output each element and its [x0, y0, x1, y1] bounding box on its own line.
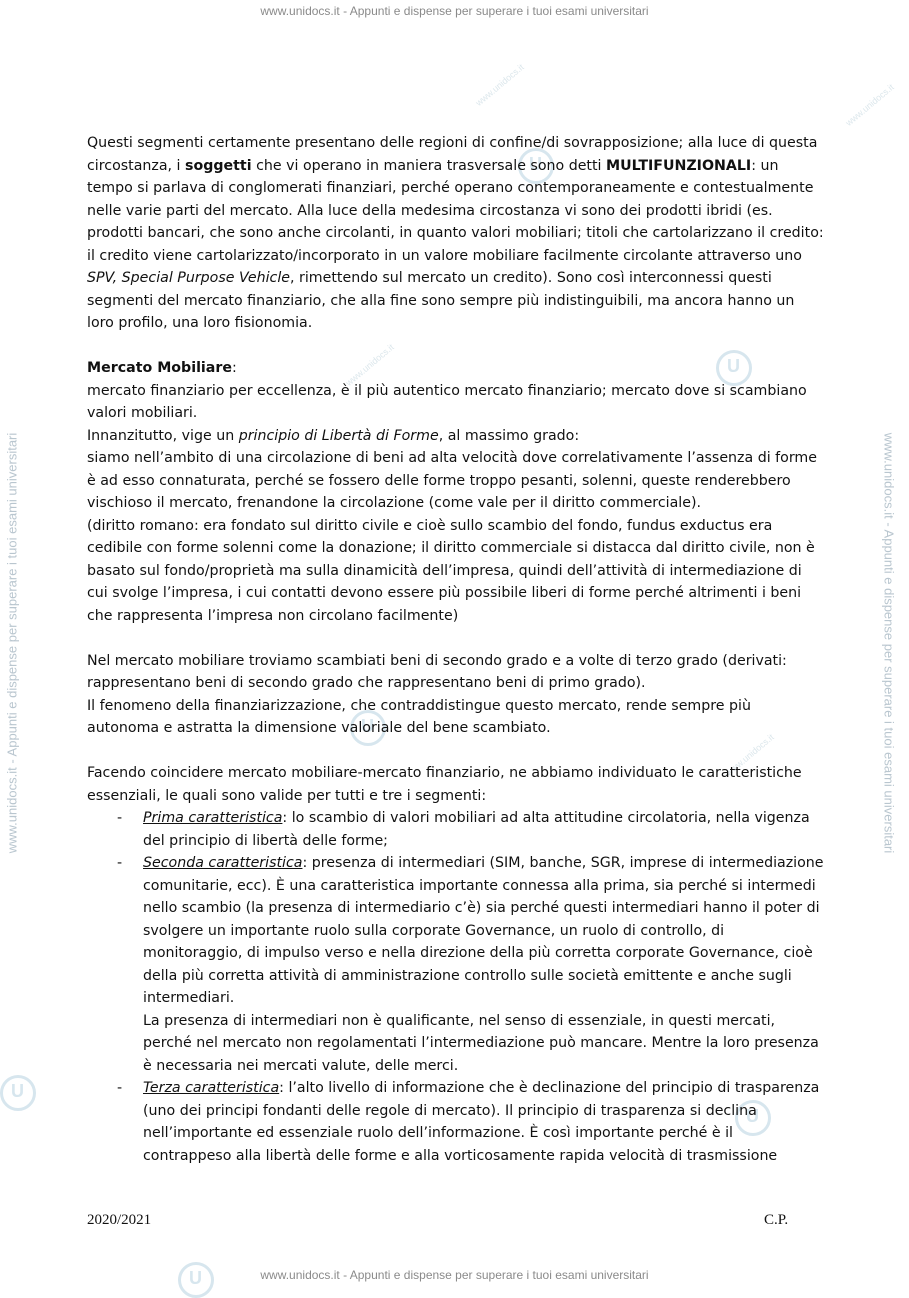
- list-item: - Seconda caratteristica: presenza di intermediari (SIM, banche, SGR, imprese di intermediazione comunitarie, ecc). È una caratteristica importante connessa alla prima, sia perché si intermedi nello scambio (la presenza di intermediario c’è) sia perché questi intermediari hanno il poter di svolgere un importante ruolo sulla corporate Governance, un ruolo di controllo, di monitoraggio, di impulso verso e nella direzione della più corretta corporate Governance, cioè della più corretta attività di amministrazione controllo sulle società emittente e anche sugli intermediari. La presenza di intermediari non è qualificante, nel senso di essenziale, in questi mercati, perché nel mercato non regolamentati l’intermediazione può mancare. Mentre la loro presenza è necessaria nei mercati valute, delle merci.: [87, 852, 825, 1077]
- list-item-label: Prima caratteristica: [143, 810, 283, 826]
- footer-initials: C.P.: [764, 1212, 789, 1228]
- document-body: [87, 132, 825, 1167]
- bold-term: MULTIFUNZIONALI: [606, 157, 752, 174]
- italic-term: SPV, Special Purpose Vehicle: [87, 270, 290, 286]
- list-item-label: Terza caratteristica: [143, 1080, 280, 1096]
- paragraph: Il fenomeno della finanziarizzazione, che contraddistingue questo mercato, rende sempre più autonoma e astratta la dimensione valoriale del bene scambiato.: [87, 697, 751, 736]
- unidocs-logo-icon: [178, 1262, 214, 1298]
- italic-term: principio di Libertà di Forme: [238, 427, 439, 444]
- section-heading: Mercato Mobiliare:: [87, 360, 237, 376]
- paragraph: Facendo coincidere mercato mobiliare-mercato finanziario, ne abbiamo individuato le caratteristiche essenziali, le quali sono valide per tutti e tre i segmenti:: [87, 765, 802, 804]
- list-dash: -: [117, 855, 123, 871]
- paragraph: mercato finanziario per eccellenza, è il più autentico mercato finanziario; mercato dove si scambiano valori mobiliari.: [87, 382, 807, 421]
- unidocs-logo-icon: [0, 1075, 36, 1111]
- bold-term: soggetti: [185, 157, 252, 174]
- paragraph: siamo nell’ambito di una circolazione di beni ad alta velocità dove correlativamente l’assenza di forme è ad esso connaturata, perché se fossero delle forme troppo pesanti, solenni, queste renderebbero vischioso il mercato, frenandone la circolazione (come vale per il diritto commerciale).: [87, 450, 817, 511]
- list-item: - Terza caratteristica: l’alto livello di informazione che è declinazione del principio di trasparenza (uno dei principi fondanti delle regole di mercato). Il principio di trasparenza si declina nell’importante ed essenziale ruolo dell’informazione. È così importante perché è il contrappeso alla libertà delle forme e alla vorticosamente rapida velocità di trasmissione: [87, 1077, 825, 1167]
- list-item: - Prima caratteristica: lo scambio di valori mobiliari ad alta attitudine circolatoria, nella vigenza del principio di libertà delle forme;: [87, 807, 825, 852]
- footer-year: 2020/2021: [87, 1212, 152, 1228]
- watermark-diagonal: www.unidocs.it: [343, 342, 396, 388]
- watermark-right: www.unidocs.it - Appunti e dispense per superare i tuoi esami universitari: [881, 432, 897, 854]
- watermark-diagonal: www.unidocs.it: [473, 62, 526, 108]
- list-item-label: Seconda caratteristica: [143, 855, 303, 871]
- watermark-top: www.unidocs.it - Appunti e dispense per superare i tuoi esami universitari: [260, 4, 649, 18]
- watermark-left: www.unidocs.it - Appunti e dispense per superare i tuoi esami universitari: [4, 432, 20, 854]
- paragraph: Nel mercato mobiliare troviamo scambiati beni di secondo grado e a volte di terzo grado (derivati: rappresentano beni di secondo grado che rappresentano beni di primo grado).: [87, 652, 787, 691]
- watermark-bottom: www.unidocs.it - Appunti e dispense per superare i tuoi esami universitari: [260, 1268, 649, 1282]
- watermark-diagonal: www.unidocs.it: [723, 732, 776, 778]
- list-dash: -: [117, 1080, 123, 1096]
- watermark-diagonal: www.unidocs.it: [843, 82, 896, 128]
- characteristics-list: [87, 807, 825, 1167]
- paragraph: (diritto romano: era fondato sul diritto civile e cioè sullo scambio del fondo, fundus exductus era cedibile con forme solenni come la donazione; il diritto commerciale si distacca dal diritto civile, non è basato sul fondo/proprietà ma sulla dinamicità dell’impresa, quindi dell’attività di intermediazione di cui svolge l’impresa, i cui contatti devono essere più possibile liberi di forme perché altrimenti i beni che rappresenta l’impresa non circolano facilmente): [87, 517, 815, 624]
- paragraph: Innanzitutto, vige un principio di Libertà di Forme, al massimo grado:: [87, 427, 580, 444]
- list-item-continuation: La presenza di intermediari non è qualificante, nel senso di essenziale, in questi mercati, perché nel mercato non regolamentati l’intermediazione può mancare. Mentre la loro presenza è necessaria nei mercati valute, delle merci.: [143, 1012, 819, 1074]
- paragraph: Questi segmenti certamente presentano delle regioni di confine/di sovrapposizione; alla luce di questa circostanza, i soggetti che vi operano in maniera trasversale sono detti MULTIFUNZIONALI: un tempo si parlava di conglomerati finanziari, perché operano contemporaneamente e contestualmente nelle varie parti del mercato. Alla luce della medesima circostanza vi sono dei prodotti ibridi (es. prodotti bancari, che sono anche circolanti, in quanto valori mobiliari; titoli che cartolarizzano il credito: il credito viene cartolarizzato/incorporato in un valore mobiliare facilmente circolante attraverso uno SPV, Special Purpose Vehicle, rimettendo sul mercato un credito). Sono così interconnessi questi segmenti del mercato finanziario, che alla fine sono sempre più indistinguibili, ma ancora hanno un loro profilo, una loro fisionomia.: [87, 135, 824, 331]
- list-dash: -: [117, 810, 123, 826]
